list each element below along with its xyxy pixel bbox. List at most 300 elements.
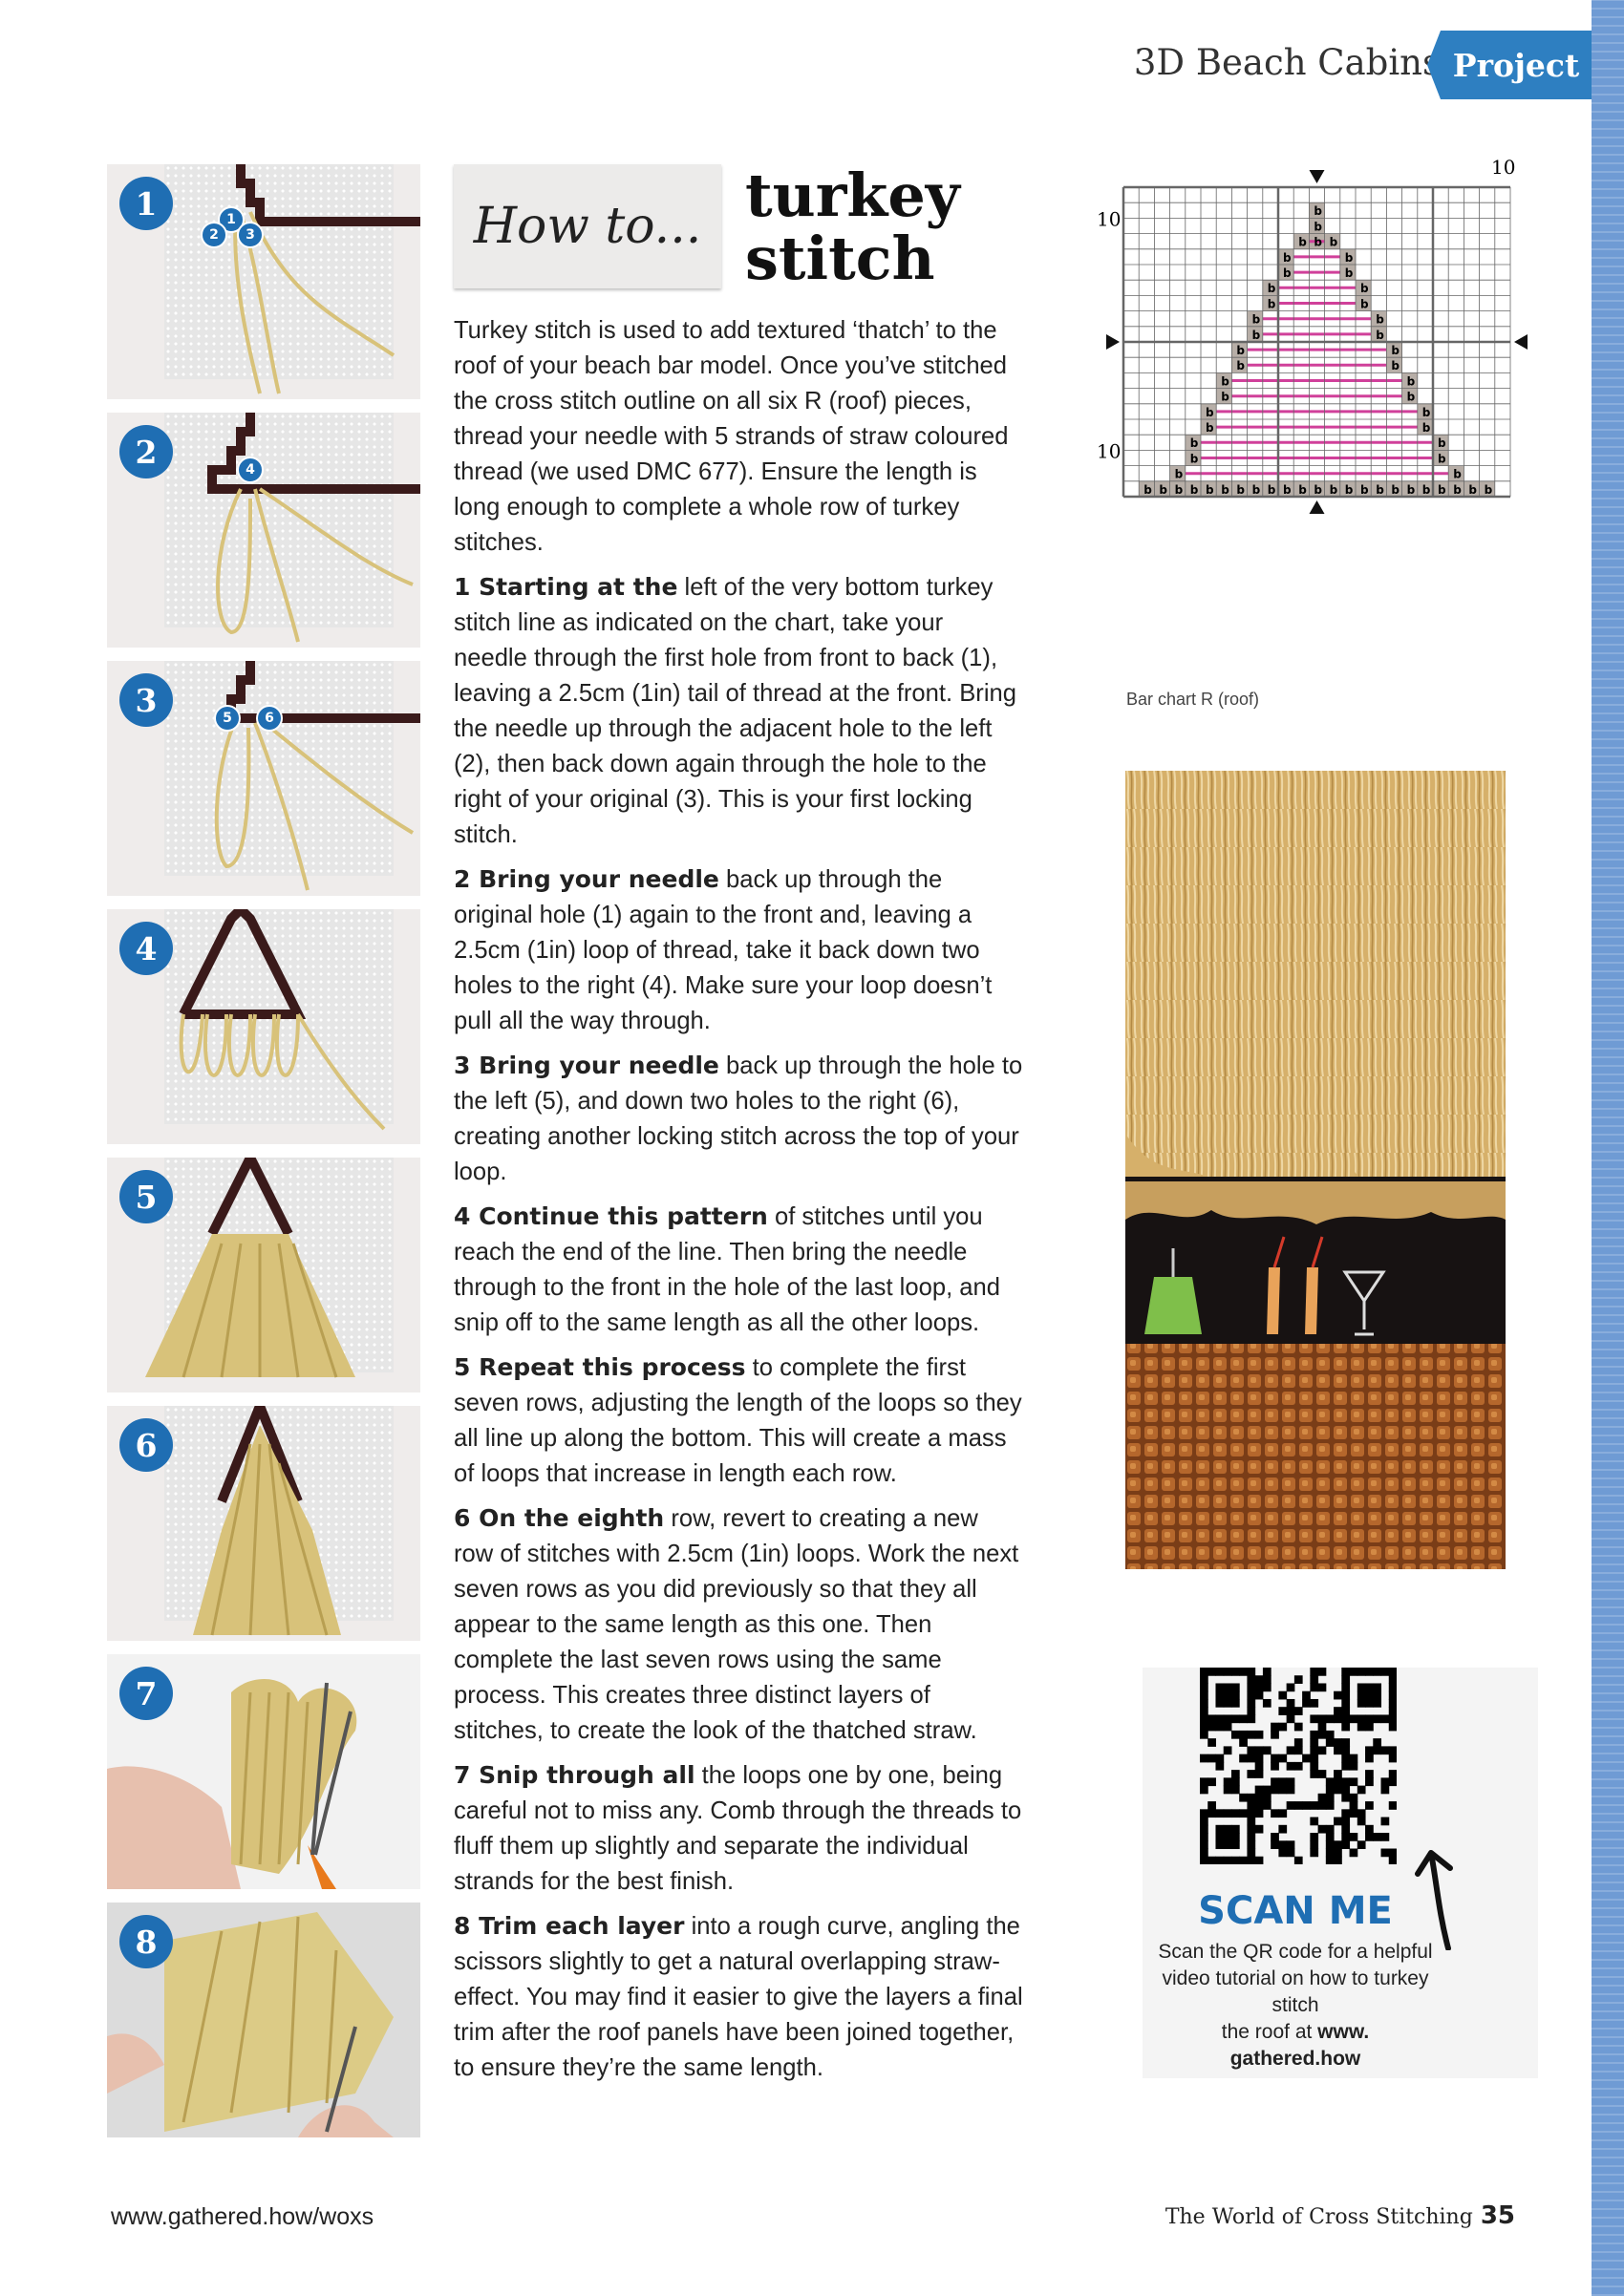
instruction-step-4: [454, 1199, 1023, 1341]
qr-module: [1255, 1683, 1264, 1691]
qr-module: [1389, 1770, 1397, 1778]
qr-module: [1231, 1683, 1240, 1691]
qr-module: [1294, 1707, 1303, 1715]
qr-module: [1310, 1762, 1318, 1771]
qr-module: [1215, 1840, 1224, 1849]
qr-module: [1247, 1668, 1255, 1676]
qr-module: [1341, 1707, 1350, 1715]
qr-module: [1200, 1691, 1208, 1700]
step-photo-8: [107, 1903, 420, 2137]
qr-module: [1373, 1699, 1381, 1708]
qr-module: [1294, 1675, 1303, 1684]
stitch-symbol: b: [1206, 482, 1214, 497]
qr-module: [1231, 1857, 1240, 1864]
footer-url[interactable]: www.gathered.how/woxs: [111, 2203, 374, 2230]
qr-module: [1215, 1825, 1224, 1834]
center-arrow-top: [1310, 170, 1325, 183]
qr-module: [1271, 1833, 1279, 1841]
step-number-badge: 8: [119, 1915, 173, 1968]
qr-module: [1224, 1809, 1232, 1818]
qr-module: [1350, 1754, 1358, 1763]
qr-module: [1326, 1825, 1335, 1834]
qr-module: [1255, 1691, 1264, 1700]
stitch-symbol: b: [1406, 390, 1416, 404]
stitch-symbol: b: [1376, 312, 1384, 327]
qr-module: [1278, 1786, 1287, 1795]
stitch-symbol: b: [1438, 436, 1446, 451]
qr-module: [1255, 1786, 1264, 1795]
stitch-symbol: b: [1438, 482, 1446, 497]
qr-module: [1357, 1683, 1366, 1691]
qr-module: [1278, 1809, 1287, 1818]
qr-module: [1334, 1738, 1342, 1747]
qr-module: [1287, 1707, 1295, 1715]
qr-module: [1255, 1825, 1264, 1834]
qr-module: [1341, 1833, 1350, 1841]
stitch-symbol: b: [1421, 405, 1431, 419]
step-text: row, revert to creating a new row of stitches with 2.5cm (1in) loops. Work the next seven rows as you did previously so that they all appear to the same length as this one. Then complete the last seven rows using the same process. This creates three distinct layers of stitches, to create the look of the thatched straw.: [454, 1505, 1019, 1744]
center-arrow-right: [1514, 334, 1528, 350]
stitch-symbol: b: [1391, 482, 1400, 497]
qr-module: [1326, 1738, 1335, 1747]
step-marker: 4: [237, 457, 264, 483]
qr-module: [1310, 1699, 1318, 1708]
stitch-symbol: b: [1484, 482, 1493, 497]
qr-module: [1294, 1857, 1303, 1864]
how-to-text: How to...: [473, 198, 702, 255]
stitch-symbol: b: [1159, 482, 1167, 497]
qr-module: [1341, 1668, 1350, 1676]
step-number-badge: 6: [119, 1418, 173, 1472]
qr-module: [1334, 1777, 1342, 1786]
qr-module: [1278, 1849, 1287, 1858]
title-line-1: turkey: [745, 160, 960, 230]
qr-module: [1302, 1699, 1311, 1708]
qr-module: [1302, 1754, 1311, 1763]
qr-module: [1389, 1746, 1397, 1754]
qr-module: [1200, 1840, 1208, 1849]
step-photo-7: [107, 1654, 420, 1889]
finished-roof-photo: [1125, 771, 1506, 1569]
qr-module: [1247, 1825, 1255, 1834]
qr-module: [1381, 1786, 1390, 1795]
qr-module: [1215, 1754, 1224, 1763]
step-text: left of the very bottom turkey stitch line as indicated on the chart, take your needle through the first hole from front to back (1), leaving a 2.5cm (1in) tail of thread at the front. Bring the needle up through the adjacent hole to the left (2), then back down again through the hole to the right of your original (3). This is your first locking stitch.: [454, 574, 1016, 848]
qr-module: [1224, 1786, 1232, 1795]
qr-module: [1326, 1794, 1335, 1802]
stitch-symbol: b: [1314, 482, 1322, 497]
qr-module: [1247, 1683, 1255, 1691]
qr-module: [1224, 1668, 1232, 1676]
stitch-symbol: b: [1221, 374, 1229, 389]
qr-module: [1207, 1738, 1216, 1747]
qr-module: [1224, 1723, 1232, 1732]
qr-module: [1247, 1818, 1255, 1826]
stitch-symbol: b: [1174, 467, 1184, 481]
step-text: back up through the original hole (1) again to the front and, leaving a 2.5cm (1in) loop of thread, take it back down two holes to the right (4). Make sure your loop doesn’t pull all the way through.: [454, 866, 993, 1034]
qr-module: [1365, 1801, 1374, 1810]
qr-module: [1231, 1714, 1240, 1723]
qr-module: [1278, 1825, 1287, 1834]
step-text: the loops one by one, being careful not to miss any. Comb through the threads to fluff them up slightly and separate the individual strands for the best finish.: [454, 1762, 1022, 1895]
qr-module: [1207, 1777, 1216, 1786]
qr-module: [1263, 1794, 1271, 1802]
qr-module: [1231, 1668, 1240, 1676]
stitch-symbol: b: [1360, 482, 1369, 497]
step-number-badge: 3: [119, 673, 173, 727]
qr-module: [1350, 1668, 1358, 1676]
step-number-badge: 2: [119, 425, 173, 478]
qr-module: [1271, 1723, 1279, 1732]
qr-module: [1271, 1762, 1279, 1771]
stitch-symbol: b: [1344, 482, 1354, 497]
qr-module: [1247, 1840, 1255, 1849]
qr-module: [1365, 1825, 1374, 1834]
qr-module: [1263, 1675, 1271, 1684]
qr-module: [1350, 1794, 1358, 1802]
qr-module: [1239, 1738, 1248, 1747]
qr-module: [1326, 1731, 1335, 1739]
qr-module: [1247, 1754, 1255, 1763]
instruction-step-1: [454, 569, 1023, 853]
qr-module: [1271, 1786, 1279, 1795]
qr-module: [1365, 1833, 1374, 1841]
step-text: into a rough curve, angling the scissors slightly to get a natural overlapping straw-effect. You may find it easier to give the layers a final trim after the roof panels have been joined together, to ensure they’re the same length.: [454, 1913, 1023, 2081]
step-number-badge: 7: [119, 1667, 173, 1720]
link-prefix: the roof at: [1221, 2021, 1318, 2043]
qr-module: [1334, 1818, 1342, 1826]
qr-module: [1389, 1707, 1397, 1715]
qr-module: [1255, 1794, 1264, 1802]
qr-module: [1326, 1833, 1335, 1841]
qr-module: [1247, 1794, 1255, 1802]
stitch-symbol: b: [1236, 359, 1245, 373]
qr-module: [1318, 1770, 1327, 1778]
stitch-symbol: b: [1206, 405, 1214, 419]
qr-module: [1215, 1714, 1224, 1723]
qr-module: [1231, 1699, 1240, 1708]
qr-module: [1247, 1707, 1255, 1715]
qr-module: [1334, 1770, 1342, 1778]
qr-module: [1341, 1777, 1350, 1786]
qr-module: [1373, 1691, 1381, 1700]
qr-module: [1318, 1801, 1327, 1810]
qr-module: [1287, 1786, 1295, 1795]
stitch-symbol: b: [1314, 235, 1322, 249]
qr-module: [1224, 1840, 1232, 1849]
stitch-symbol: b: [1453, 467, 1462, 481]
qr-module: [1310, 1818, 1318, 1826]
scan-me-title: SCAN ME: [1198, 1889, 1393, 1933]
chart-label-top: 10: [1491, 156, 1516, 179]
qr-module: [1200, 1825, 1208, 1834]
qr-module: [1287, 1683, 1295, 1691]
qr-module: [1200, 1707, 1208, 1715]
instruction-step-2: [454, 861, 1023, 1039]
qr-module: [1255, 1762, 1264, 1771]
qr-module: [1215, 1668, 1224, 1676]
footer-magazine: [1165, 2201, 1515, 2230]
stitch-symbol: b: [1251, 312, 1261, 327]
qr-module: [1200, 1849, 1208, 1858]
step-lead: 7 Snip through all: [454, 1761, 695, 1789]
qr-module: [1224, 1746, 1232, 1754]
stitch-symbol: b: [1251, 482, 1261, 497]
qr-module: [1365, 1777, 1374, 1786]
qr-module: [1365, 1691, 1374, 1700]
qr-module: [1381, 1746, 1390, 1754]
qr-module: [1318, 1746, 1327, 1754]
qr-module: [1381, 1849, 1390, 1858]
scan-description: Scan the QR code for a helpful video tutorial on how to turkey stitch: [1158, 1941, 1433, 2016]
qr-module: [1381, 1714, 1390, 1723]
qr-module: [1310, 1668, 1318, 1676]
qr-module: [1215, 1683, 1224, 1691]
qr-module: [1326, 1840, 1335, 1849]
qr-module: [1334, 1857, 1342, 1864]
qr-module: [1207, 1754, 1216, 1763]
step-photo-1: [107, 164, 420, 399]
qr-module: [1326, 1849, 1335, 1858]
chart-label-left-bottom: 10: [1097, 439, 1122, 463]
qr-module: [1247, 1857, 1255, 1864]
qr-module: [1263, 1699, 1271, 1708]
qr-module: [1255, 1754, 1264, 1763]
qr-code[interactable]: [1200, 1668, 1397, 1864]
qr-module: [1357, 1691, 1366, 1700]
qr-module: [1200, 1675, 1208, 1684]
qr-module: [1341, 1723, 1350, 1732]
qr-module: [1271, 1840, 1279, 1849]
qr-module: [1224, 1825, 1232, 1834]
qr-module: [1389, 1754, 1397, 1763]
qr-module: [1247, 1809, 1255, 1818]
stitch-symbol: b: [1391, 344, 1400, 357]
qr-module: [1224, 1777, 1232, 1786]
stitch-symbol: b: [1344, 266, 1354, 280]
step-marker: 1: [218, 206, 245, 233]
qr-module: [1350, 1777, 1358, 1786]
qr-module: [1334, 1786, 1342, 1795]
qr-module: [1310, 1714, 1318, 1723]
qr-module: [1341, 1786, 1350, 1795]
stitch-symbol: b: [1267, 297, 1276, 311]
qr-module: [1200, 1818, 1208, 1826]
qr-module: [1239, 1731, 1248, 1739]
qr-module: [1255, 1801, 1264, 1810]
qr-module: [1373, 1746, 1381, 1754]
instructions-body: [454, 313, 1023, 2094]
qr-module: [1207, 1857, 1216, 1864]
stitch-symbol: b: [1267, 282, 1276, 296]
qr-module: [1310, 1849, 1318, 1858]
qr-module: [1318, 1668, 1327, 1676]
qr-module: [1231, 1777, 1240, 1786]
qr-module: [1389, 1777, 1397, 1786]
instruction-step-3: [454, 1048, 1023, 1190]
qr-module: [1373, 1683, 1381, 1691]
qr-module: [1224, 1699, 1232, 1708]
qr-module: [1350, 1714, 1358, 1723]
stitch-symbol: b: [1329, 235, 1338, 249]
step-photo-2: [107, 413, 420, 648]
qr-module: [1239, 1794, 1248, 1802]
qr-module: [1341, 1714, 1350, 1723]
qr-module: [1271, 1809, 1279, 1818]
scan-link: [1143, 2019, 1448, 2073]
qr-module: [1341, 1746, 1350, 1754]
step-marker: 6: [256, 705, 283, 732]
qr-module: [1287, 1714, 1295, 1723]
qr-module: [1271, 1777, 1279, 1786]
qr-module: [1224, 1833, 1232, 1841]
qr-module: [1326, 1714, 1335, 1723]
qr-module: [1287, 1849, 1295, 1858]
qr-module: [1231, 1786, 1240, 1795]
qr-module: [1207, 1668, 1216, 1676]
stitch-symbol: b: [1174, 482, 1184, 497]
stitch-symbol: b: [1236, 344, 1245, 357]
qr-module: [1318, 1731, 1327, 1739]
qr-module: [1287, 1699, 1295, 1708]
qr-module: [1357, 1786, 1366, 1795]
step-text: of stitches until you reach the end of the line. Then bring the needle through to the front in the hole of the last loop, and snip off to the same length as all the other loops.: [454, 1203, 1000, 1336]
step-number-badge: 5: [119, 1170, 173, 1223]
qr-module: [1231, 1840, 1240, 1849]
link-bold-2[interactable]: gathered.how: [1229, 2048, 1361, 2070]
qr-module: [1365, 1723, 1374, 1732]
qr-module: [1247, 1746, 1255, 1754]
qr-module: [1231, 1809, 1240, 1818]
qr-module: [1318, 1714, 1327, 1723]
qr-module: [1215, 1691, 1224, 1700]
qr-module: [1200, 1668, 1208, 1676]
qr-module: [1200, 1699, 1208, 1708]
step-number-badge: 1: [119, 177, 173, 230]
qr-module: [1263, 1683, 1271, 1691]
stitch-symbol: b: [1376, 328, 1384, 342]
qr-module: [1302, 1691, 1311, 1700]
qr-module: [1373, 1833, 1381, 1841]
chart-grid: [1089, 151, 1528, 686]
qr-module: [1381, 1818, 1390, 1826]
center-arrow-left: [1106, 334, 1120, 350]
qr-module: [1310, 1675, 1318, 1684]
qr-module: [1326, 1801, 1335, 1810]
stitch-symbol: b: [1221, 390, 1229, 404]
qr-module: [1341, 1683, 1350, 1691]
qr-module: [1350, 1762, 1358, 1771]
stitch-symbol: b: [1189, 452, 1199, 466]
stitch-symbol: b: [1329, 482, 1338, 497]
qr-module: [1365, 1683, 1374, 1691]
stitch-symbol: b: [1283, 266, 1292, 280]
stitch-symbol: b: [1283, 482, 1292, 497]
qr-module: [1200, 1723, 1208, 1732]
stitch-symbol: b: [1376, 482, 1384, 497]
qr-module: [1350, 1801, 1358, 1810]
qr-module: [1302, 1801, 1311, 1810]
qr-module: [1310, 1738, 1318, 1747]
qr-module: [1278, 1840, 1287, 1849]
qr-module: [1341, 1840, 1350, 1849]
qr-module: [1389, 1675, 1397, 1684]
step-number-badge: 4: [119, 922, 173, 975]
step-lead: 8 Trim each layer: [454, 1912, 685, 1940]
qr-module: [1381, 1833, 1390, 1841]
step-photo-6: [107, 1406, 420, 1641]
instruction-step-6: [454, 1500, 1023, 1749]
qr-module: [1207, 1723, 1216, 1732]
stitch-symbol: b: [1251, 328, 1261, 342]
page-title: [745, 160, 994, 293]
qr-module: [1278, 1691, 1287, 1700]
qr-module: [1231, 1833, 1240, 1841]
qr-module: [1357, 1668, 1366, 1676]
qr-module: [1200, 1809, 1208, 1818]
qr-module: [1215, 1699, 1224, 1708]
chart-caption: Bar chart R (roof): [1126, 690, 1260, 709]
qr-module: [1255, 1770, 1264, 1778]
stitch-symbol: b: [1236, 482, 1245, 497]
qr-module: [1334, 1714, 1342, 1723]
step-marker: 5: [214, 705, 241, 732]
qr-module: [1247, 1833, 1255, 1841]
qr-module: [1215, 1723, 1224, 1732]
qr-module: [1294, 1723, 1303, 1732]
qr-module: [1215, 1857, 1224, 1864]
step-marker: 2: [201, 222, 227, 248]
stitch-symbol: b: [1283, 250, 1292, 265]
qr-module: [1350, 1849, 1358, 1858]
qr-module: [1365, 1770, 1374, 1778]
qr-module: [1231, 1691, 1240, 1700]
qr-module: [1247, 1801, 1255, 1810]
qr-module: [1389, 1683, 1397, 1691]
stitch-symbol: b: [1189, 482, 1199, 497]
qr-module: [1215, 1809, 1224, 1818]
qr-module: [1200, 1786, 1208, 1795]
qr-module: [1310, 1731, 1318, 1739]
qr-module: [1357, 1714, 1366, 1723]
qr-module: [1389, 1668, 1397, 1676]
qr-module: [1224, 1691, 1232, 1700]
qr-module: [1200, 1857, 1208, 1864]
stitch-symbol: b: [1360, 282, 1369, 296]
qr-module: [1278, 1754, 1287, 1763]
stitch-symbol: b: [1314, 204, 1322, 219]
qr-module: [1294, 1738, 1303, 1747]
step-lead: 5 Repeat this process: [454, 1353, 746, 1381]
section-title: 3D Beach Cabins: [1133, 42, 1441, 83]
qr-module: [1341, 1794, 1350, 1802]
qr-module: [1389, 1714, 1397, 1723]
qr-module: [1263, 1746, 1271, 1754]
instruction-step-7: [454, 1757, 1023, 1900]
qr-module: [1224, 1714, 1232, 1723]
qr-module: [1247, 1691, 1255, 1700]
cross-stitch-chart: [1089, 151, 1528, 686]
page-edge-stripe: [1592, 0, 1624, 2296]
qr-module: [1287, 1840, 1295, 1849]
qr-module: [1224, 1857, 1232, 1864]
qr-module: [1365, 1668, 1374, 1676]
qr-module: [1200, 1754, 1208, 1763]
qr-module: [1341, 1675, 1350, 1684]
qr-module: [1310, 1840, 1318, 1849]
qr-panel: [1143, 1668, 1538, 2078]
qr-module: [1334, 1691, 1342, 1700]
